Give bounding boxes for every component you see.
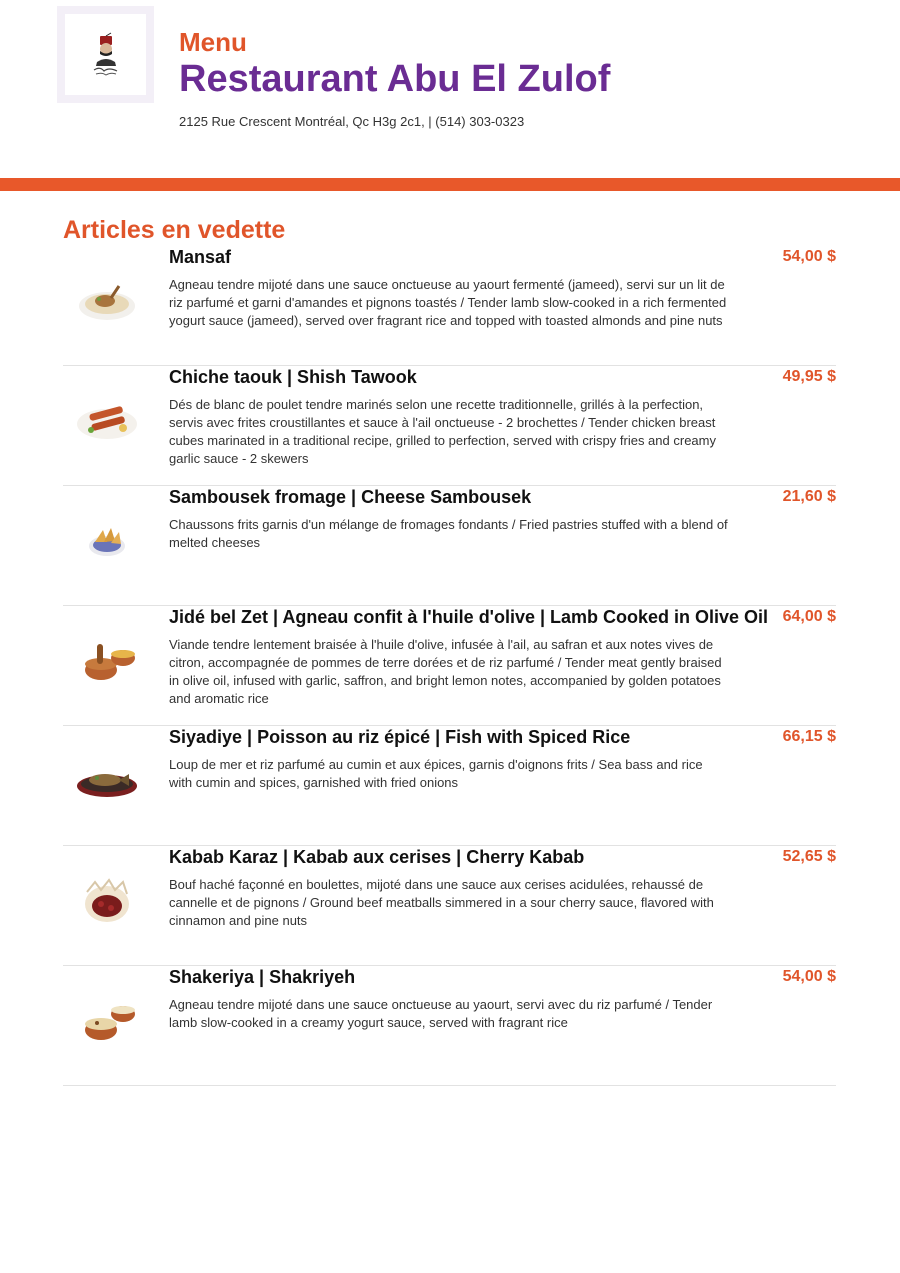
restaurant-name: Restaurant Abu El Zulof: [179, 58, 611, 100]
menu-item-name: Kabab Karaz | Kabab aux cerises | Cherry Kabab: [169, 847, 585, 867]
restaurant-logo-frame: [57, 6, 154, 103]
fish-plate-photo-icon: [71, 748, 143, 808]
menu-item-description: Agneau tendre mijoté dans une sauce onctueuse au yaourt, servi avec du riz parfumé / Tender lamb slow-cooked in a creamy yogurt sauce, served with fragrant rice: [169, 997, 713, 1030]
menu-item-shish-tawook[interactable]: [63, 366, 836, 486]
menu-label: Menu: [179, 27, 247, 57]
menu-item-name: Siyadiye | Poisson au riz épicé | Fish with Spiced Rice: [169, 727, 631, 747]
section-title: Articles en vedette: [63, 216, 286, 244]
menu-item-name: Sambousek fromage | Cheese Sambousek: [169, 487, 532, 507]
menu-item-shakriyeh[interactable]: [63, 966, 836, 1086]
menu-item-name: Shakeriya | Shakriyeh: [169, 967, 356, 987]
menu-item-siyadiye[interactable]: [63, 726, 836, 846]
menu-item-name: Jidé bel Zet | Agneau confit à l'huile d'olive | Lamb Cooked in Olive Oil: [169, 607, 769, 627]
menu-item-description: Loup de mer et riz parfumé au cumin et aux épices, garnis d'oignons frits / Sea bass and rice with cumin and spices, garnished with fried onions: [169, 757, 703, 790]
menu-item-jide-bel-zet[interactable]: [63, 606, 836, 726]
restaurant-logo: [65, 14, 146, 95]
menu-item-name: Chiche taouk | Shish Tawook: [169, 367, 417, 387]
mansaf-dish-photo-icon: [71, 268, 143, 328]
menu-item-description: Bouf haché façonné en boulettes, mijoté dans une sauce aux cerises acidulées, rehaussé de cannelle et de pignons / Ground beef meatballs simmered in a sour cherry sauce, flavored with cinnamon and pine nuts: [169, 877, 714, 928]
restaurant-address: 2125 Rue Crescent Montréal, Qc H3g 2c1, | (514) 303-0323: [179, 114, 525, 129]
menu-item-price: 64,00 $: [782, 608, 836, 625]
menu-item-price: 49,95 $: [782, 368, 836, 385]
menu-item-cheese-sambousek[interactable]: [63, 486, 836, 606]
menu-item-mansaf[interactable]: [63, 246, 836, 366]
menu-item-description: Viande tendre lentement braisée à l'huile d'olive, infusée à l'ail, au safran et aux notes vives de citron, accompagnée de pommes de terre dorées et de riz parfumé / Tender meat gently braised in olive oil, infused with garlic, saffron, and bright lemon notes, accompanied by golden potatoes and aromatic rice: [169, 637, 722, 706]
menu-item-kabab-karaz[interactable]: [63, 846, 836, 966]
menu-item-name: Mansaf: [169, 247, 232, 267]
menu-item-price: 66,15 $: [782, 728, 836, 745]
menu-item-description: Chaussons frits garnis d'un mélange de fromages fondants / Fried pastries stuffed with a blend of melted cheeses: [169, 517, 728, 550]
header-divider-bar: [0, 178, 900, 191]
menu-item-price: 52,65 $: [782, 848, 836, 865]
man-with-fez-logo-icon: [86, 32, 126, 78]
sambousek-photo-icon: [71, 508, 143, 568]
cherry-kabab-photo-icon: [71, 868, 143, 928]
menu-item-price: 54,00 $: [782, 968, 836, 985]
menu-item-price: 54,00 $: [782, 248, 836, 265]
menu-item-description: Dés de blanc de poulet tendre marinés selon une recette traditionnelle, grillés à la perfection, servis avec frites croustillantes et sauce à l'ail onctueuse - 2 brochettes / Tender chicken breast cubes marinated in a traditional recipe, grilled to perfection, served with crispy fries and creamy garlic sauce - 2 skewers: [169, 397, 716, 466]
lamb-pot-photo-icon: [71, 628, 143, 688]
menu-item-price: 21,60 $: [782, 488, 836, 505]
menu-item-description: Agneau tendre mijoté dans une sauce onctueuse au yaourt fermenté (jameed), servi sur un lit de riz parfumé et garni d'amandes et pignons toastés / Tender lamb slow-cooked in a rich fermented yogurt sauce (jameed), served over fragrant rice and topped with toasted almonds and pine nuts: [169, 277, 727, 328]
shish-tawook-photo-icon: [71, 388, 143, 448]
shakriyeh-pot-photo-icon: [71, 988, 143, 1048]
